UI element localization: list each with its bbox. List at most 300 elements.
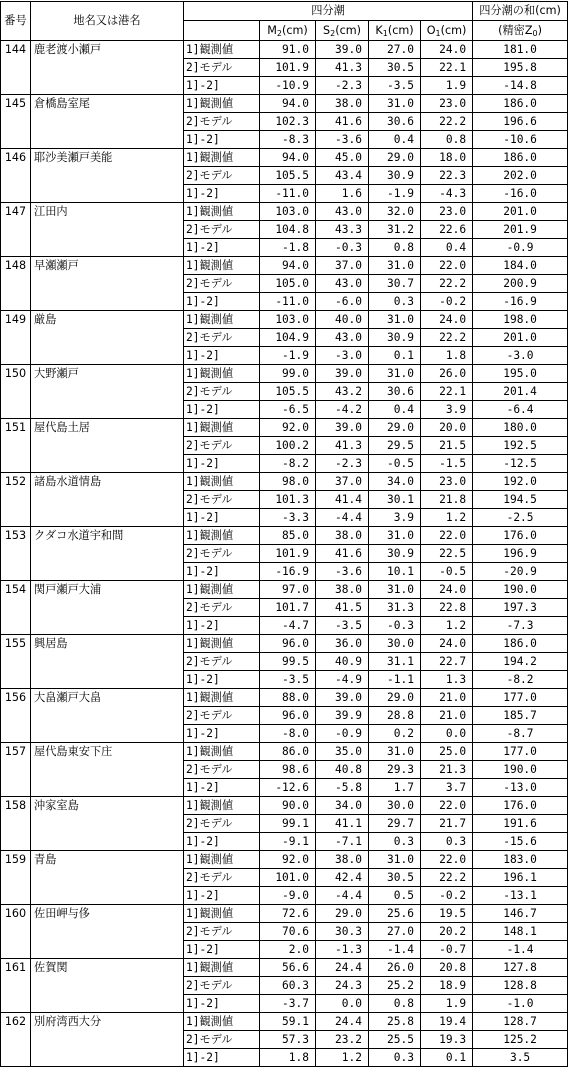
- k1-value: 30.5: [369, 59, 421, 77]
- s2-value: -4.9: [316, 671, 369, 689]
- k1-value: 31.2: [369, 221, 421, 239]
- m2-value: 86.0: [260, 743, 316, 761]
- station-name: 関戸瀬戸大浦: [31, 581, 184, 635]
- o1-value: 24.0: [421, 635, 473, 653]
- sum-value: -12.5: [473, 455, 568, 473]
- s2-value: 24.4: [316, 959, 369, 977]
- s2-value: 1.2: [316, 1049, 369, 1067]
- m2-value: 101.9: [260, 59, 316, 77]
- row-label: 1]観測値: [184, 905, 260, 923]
- k1-value: 1.7: [369, 779, 421, 797]
- o1-value: -0.2: [421, 293, 473, 311]
- o1-value: -1.5: [421, 455, 473, 473]
- o1-value: 24.0: [421, 311, 473, 329]
- s2-value: -7.1: [316, 833, 369, 851]
- m2-value: -4.7: [260, 617, 316, 635]
- row-label: 2]モデル: [184, 383, 260, 401]
- k1-value: 30.9: [369, 329, 421, 347]
- m2-value: 99.5: [260, 653, 316, 671]
- s2-value: -0.9: [316, 725, 369, 743]
- k1-value: 3.9: [369, 509, 421, 527]
- sum-value: -8.2: [473, 671, 568, 689]
- sum-value: 3.5: [473, 1049, 568, 1067]
- k1-value: 25.8: [369, 1013, 421, 1031]
- k1-value: 29.3: [369, 761, 421, 779]
- table-row: [1, 527, 568, 545]
- sum-value: -0.9: [473, 239, 568, 257]
- row-label: 1]観測値: [184, 959, 260, 977]
- k1-value: -0.5: [369, 455, 421, 473]
- sum-value: -10.6: [473, 131, 568, 149]
- row-label: 1]観測値: [184, 95, 260, 113]
- m2-value: -3.3: [260, 509, 316, 527]
- o1-value: 0.3: [421, 833, 473, 851]
- station-no: 151: [1, 419, 31, 473]
- o1-value: 22.7: [421, 653, 473, 671]
- station-name: 佐賀関: [31, 959, 184, 1013]
- s2-value: 39.0: [316, 41, 369, 59]
- s2-value: 38.0: [316, 527, 369, 545]
- s2-value: 43.0: [316, 275, 369, 293]
- row-label: 2]モデル: [184, 437, 260, 455]
- o1-value: 21.0: [421, 689, 473, 707]
- row-label: 2]モデル: [184, 329, 260, 347]
- k1-value: 31.0: [369, 365, 421, 383]
- sum-value: 128.7: [473, 1013, 568, 1031]
- sum-value: -16.9: [473, 293, 568, 311]
- m2-value: 101.3: [260, 491, 316, 509]
- row-label: 1]-2]: [184, 455, 260, 473]
- sum-value: 128.8: [473, 977, 568, 995]
- o1-value: 22.5: [421, 545, 473, 563]
- s2-value: 42.4: [316, 869, 369, 887]
- o1-value: 21.0: [421, 707, 473, 725]
- m2-value: 104.8: [260, 221, 316, 239]
- row-label: 2]モデル: [184, 545, 260, 563]
- station-no: 149: [1, 311, 31, 365]
- s2-value: 40.0: [316, 311, 369, 329]
- station-name: 佐田岬与侈: [31, 905, 184, 959]
- o1-value: -4.3: [421, 185, 473, 203]
- row-label: 1]-2]: [184, 1049, 260, 1067]
- k1-value: 30.0: [369, 797, 421, 815]
- row-label: 2]モデル: [184, 221, 260, 239]
- m2-value: 94.0: [260, 257, 316, 275]
- k1-value: 0.4: [369, 131, 421, 149]
- header-no: 番号: [1, 2, 31, 41]
- table-row: [1, 41, 568, 59]
- row-label: 2]モデル: [184, 923, 260, 941]
- sum-value: -13.0: [473, 779, 568, 797]
- s2-value: 23.2: [316, 1031, 369, 1049]
- station-name: 青島: [31, 851, 184, 905]
- station-name: 厳島: [31, 311, 184, 365]
- station-no: 158: [1, 797, 31, 851]
- m2-value: -11.0: [260, 185, 316, 203]
- k1-value: 0.3: [369, 293, 421, 311]
- k1-value: -1.1: [369, 671, 421, 689]
- station-no: 156: [1, 689, 31, 743]
- o1-value: 1.2: [421, 509, 473, 527]
- k1-value: 0.8: [369, 239, 421, 257]
- table-row: [1, 797, 568, 815]
- o1-value: 19.5: [421, 905, 473, 923]
- s2-value: 41.5: [316, 599, 369, 617]
- header-place: 地名又は港名: [31, 2, 184, 41]
- m2-value: -8.2: [260, 455, 316, 473]
- table-row: [1, 851, 568, 869]
- o1-value: 1.9: [421, 77, 473, 95]
- station-name: 大野瀬戸: [31, 365, 184, 419]
- s2-value: -5.8: [316, 779, 369, 797]
- m2-value: 94.0: [260, 95, 316, 113]
- sum-value: 190.0: [473, 581, 568, 599]
- s2-value: 24.4: [316, 1013, 369, 1031]
- row-label: 1]-2]: [184, 617, 260, 635]
- o1-value: 22.1: [421, 59, 473, 77]
- s2-value: -0.3: [316, 239, 369, 257]
- m2-value: 101.7: [260, 599, 316, 617]
- station-name: 諸島水道情島: [31, 473, 184, 527]
- m2-value: -9.1: [260, 833, 316, 851]
- k1-value: 31.0: [369, 851, 421, 869]
- k1-value: 0.1: [369, 347, 421, 365]
- m2-value: 100.2: [260, 437, 316, 455]
- sum-value: -15.6: [473, 833, 568, 851]
- row-label: 1]-2]: [184, 293, 260, 311]
- s2-value: 40.9: [316, 653, 369, 671]
- k1-value: 34.0: [369, 473, 421, 491]
- k1-value: 0.4: [369, 401, 421, 419]
- s2-value: -1.3: [316, 941, 369, 959]
- station-name: 屋代島土居: [31, 419, 184, 473]
- sum-value: 192.0: [473, 473, 568, 491]
- s2-value: 24.3: [316, 977, 369, 995]
- row-label: 2]モデル: [184, 167, 260, 185]
- m2-value: 91.0: [260, 41, 316, 59]
- o1-value: 25.0: [421, 743, 473, 761]
- sum-value: 202.0: [473, 167, 568, 185]
- row-label: 1]観測値: [184, 365, 260, 383]
- o1-value: 23.0: [421, 95, 473, 113]
- o1-value: 21.8: [421, 491, 473, 509]
- s2-value: 38.0: [316, 581, 369, 599]
- o1-value: 23.0: [421, 203, 473, 221]
- sum-value: 201.0: [473, 329, 568, 347]
- m2-value: 104.9: [260, 329, 316, 347]
- sum-value: 186.0: [473, 635, 568, 653]
- m2-value: 96.0: [260, 635, 316, 653]
- k1-value: 10.1: [369, 563, 421, 581]
- row-label: 1]-2]: [184, 239, 260, 257]
- sum-value: 201.0: [473, 203, 568, 221]
- station-name: 耶沙美瀬戸美能: [31, 149, 184, 203]
- m2-value: -12.6: [260, 779, 316, 797]
- s2-value: 41.3: [316, 437, 369, 455]
- sum-value: 200.9: [473, 275, 568, 293]
- k1-value: 31.3: [369, 599, 421, 617]
- station-name: 屋代島東安下庄: [31, 743, 184, 797]
- sum-value: -7.3: [473, 617, 568, 635]
- station-no: 150: [1, 365, 31, 419]
- m2-value: 94.0: [260, 149, 316, 167]
- k1-value: 31.0: [369, 311, 421, 329]
- table-row: [1, 473, 568, 491]
- row-label: 1]観測値: [184, 1013, 260, 1031]
- station-name: クダコ水道宇和間: [31, 527, 184, 581]
- sum-value: 186.0: [473, 149, 568, 167]
- sum-value: 197.3: [473, 599, 568, 617]
- sum-value: 127.8: [473, 959, 568, 977]
- m2-value: 59.1: [260, 1013, 316, 1031]
- header-s2: $S_2(cm)$: [316, 21, 369, 41]
- row-label: 1]-2]: [184, 347, 260, 365]
- k1-value: 32.0: [369, 203, 421, 221]
- row-label: 1]観測値: [184, 41, 260, 59]
- k1-value: 0.3: [369, 1049, 421, 1067]
- row-label: 1]観測値: [184, 851, 260, 869]
- s2-value: 43.2: [316, 383, 369, 401]
- m2-value: 102.3: [260, 113, 316, 131]
- s2-value: 35.0: [316, 743, 369, 761]
- o1-value: 19.4: [421, 1013, 473, 1031]
- table-row: [1, 1013, 568, 1031]
- k1-value: 31.0: [369, 581, 421, 599]
- sum-value: 148.1: [473, 923, 568, 941]
- m2-value: -11.0: [260, 293, 316, 311]
- k1-value: 25.5: [369, 1031, 421, 1049]
- s2-value: -4.4: [316, 887, 369, 905]
- station-name: 早瀬瀬戸: [31, 257, 184, 311]
- k1-value: 28.8: [369, 707, 421, 725]
- row-label: 1]観測値: [184, 473, 260, 491]
- row-label: 1]観測値: [184, 257, 260, 275]
- table-row: [1, 257, 568, 275]
- row-label: 2]モデル: [184, 59, 260, 77]
- m2-value: 57.3: [260, 1031, 316, 1049]
- row-label: 1]観測値: [184, 311, 260, 329]
- s2-value: 37.0: [316, 257, 369, 275]
- o1-value: 1.9: [421, 995, 473, 1013]
- s2-value: -6.0: [316, 293, 369, 311]
- station-name: 倉橋島室尾: [31, 95, 184, 149]
- o1-value: 22.8: [421, 599, 473, 617]
- s2-value: 39.9: [316, 707, 369, 725]
- row-label: 2]モデル: [184, 491, 260, 509]
- s2-value: -4.2: [316, 401, 369, 419]
- o1-value: 20.0: [421, 419, 473, 437]
- m2-value: 98.0: [260, 473, 316, 491]
- sum-value: -14.8: [473, 77, 568, 95]
- table-row: [1, 689, 568, 707]
- row-label: 1]-2]: [184, 401, 260, 419]
- s2-value: 29.0: [316, 905, 369, 923]
- row-label: 1]観測値: [184, 743, 260, 761]
- s2-value: 30.3: [316, 923, 369, 941]
- header-four-tides: 四分潮: [184, 2, 473, 21]
- header-m2: $M_2(cm)$: [260, 21, 316, 41]
- o1-value: -0.7: [421, 941, 473, 959]
- k1-value: 31.0: [369, 257, 421, 275]
- sum-value: -20.9: [473, 563, 568, 581]
- k1-value: 30.6: [369, 383, 421, 401]
- station-no: 161: [1, 959, 31, 1013]
- row-label: 2]モデル: [184, 869, 260, 887]
- s2-value: 40.8: [316, 761, 369, 779]
- s2-value: 37.0: [316, 473, 369, 491]
- o1-value: 21.7: [421, 815, 473, 833]
- station-no: 148: [1, 257, 31, 311]
- table-row: [1, 581, 568, 599]
- m2-value: -8.3: [260, 131, 316, 149]
- row-label: 2]モデル: [184, 275, 260, 293]
- s2-value: 41.3: [316, 59, 369, 77]
- row-label: 1]観測値: [184, 203, 260, 221]
- table-row: [1, 959, 568, 977]
- m2-value: -1.8: [260, 239, 316, 257]
- m2-value: 56.6: [260, 959, 316, 977]
- s2-value: 43.0: [316, 329, 369, 347]
- k1-value: 27.0: [369, 923, 421, 941]
- row-label: 1]-2]: [184, 887, 260, 905]
- o1-value: 0.8: [421, 131, 473, 149]
- sum-value: 191.6: [473, 815, 568, 833]
- s2-value: 39.0: [316, 419, 369, 437]
- sum-value: 186.0: [473, 95, 568, 113]
- s2-value: 41.1: [316, 815, 369, 833]
- station-no: 145: [1, 95, 31, 149]
- table-row: [1, 365, 568, 383]
- row-label: 1]-2]: [184, 563, 260, 581]
- k1-value: 0.3: [369, 833, 421, 851]
- sum-value: 195.8: [473, 59, 568, 77]
- station-no: 144: [1, 41, 31, 95]
- header-sum-sub: (精密$Z_0$): [473, 21, 568, 41]
- sum-value: -13.1: [473, 887, 568, 905]
- m2-value: -9.0: [260, 887, 316, 905]
- m2-value: 2.0: [260, 941, 316, 959]
- s2-value: 0.0: [316, 995, 369, 1013]
- station-name: 江田内: [31, 203, 184, 257]
- s2-value: 43.3: [316, 221, 369, 239]
- sum-value: 185.7: [473, 707, 568, 725]
- o1-value: 22.2: [421, 869, 473, 887]
- station-no: 160: [1, 905, 31, 959]
- sum-value: 183.0: [473, 851, 568, 869]
- row-label: 1]-2]: [184, 509, 260, 527]
- sum-value: 196.6: [473, 113, 568, 131]
- o1-value: 22.0: [421, 257, 473, 275]
- m2-value: 92.0: [260, 851, 316, 869]
- o1-value: 22.2: [421, 113, 473, 131]
- o1-value: 22.1: [421, 383, 473, 401]
- station-name: 沖家室島: [31, 797, 184, 851]
- table-row: [1, 905, 568, 923]
- o1-value: 22.2: [421, 275, 473, 293]
- sum-value: -1.0: [473, 995, 568, 1013]
- s2-value: 36.0: [316, 635, 369, 653]
- o1-value: 22.0: [421, 527, 473, 545]
- o1-value: 24.0: [421, 581, 473, 599]
- k1-value: 27.0: [369, 41, 421, 59]
- k1-value: 30.9: [369, 167, 421, 185]
- m2-value: 105.5: [260, 167, 316, 185]
- sum-value: 184.0: [473, 257, 568, 275]
- station-no: 154: [1, 581, 31, 635]
- m2-value: 88.0: [260, 689, 316, 707]
- sum-value: 196.9: [473, 545, 568, 563]
- k1-value: 29.7: [369, 815, 421, 833]
- sum-value: 201.9: [473, 221, 568, 239]
- sum-value: 146.7: [473, 905, 568, 923]
- station-name: 別府湾西大分: [31, 1013, 184, 1067]
- table-row: [1, 743, 568, 761]
- s2-value: -3.0: [316, 347, 369, 365]
- k1-value: -1.4: [369, 941, 421, 959]
- m2-value: 105.5: [260, 383, 316, 401]
- sum-value: 177.0: [473, 689, 568, 707]
- station-name: 鹿老渡小瀬戸: [31, 41, 184, 95]
- table-body: [1, 41, 568, 1067]
- header-k1: $K_1(cm)$: [369, 21, 421, 41]
- k1-value: 30.7: [369, 275, 421, 293]
- s2-value: -3.5: [316, 617, 369, 635]
- s2-value: 38.0: [316, 95, 369, 113]
- k1-value: 29.5: [369, 437, 421, 455]
- s2-value: 1.6: [316, 185, 369, 203]
- sum-value: 181.0: [473, 41, 568, 59]
- k1-value: -3.5: [369, 77, 421, 95]
- sum-value: -8.7: [473, 725, 568, 743]
- o1-value: 18.9: [421, 977, 473, 995]
- sum-value: 180.0: [473, 419, 568, 437]
- o1-value: 1.2: [421, 617, 473, 635]
- sum-value: 125.2: [473, 1031, 568, 1049]
- o1-value: 20.2: [421, 923, 473, 941]
- station-name: 大畠瀬戸大畠: [31, 689, 184, 743]
- o1-value: 22.0: [421, 851, 473, 869]
- row-label: 1]観測値: [184, 149, 260, 167]
- s2-value: 45.0: [316, 149, 369, 167]
- sum-value: -3.0: [473, 347, 568, 365]
- o1-value: 22.0: [421, 797, 473, 815]
- sum-value: -2.5: [473, 509, 568, 527]
- sum-value: 190.0: [473, 761, 568, 779]
- s2-value: 41.6: [316, 113, 369, 131]
- table-row: [1, 635, 568, 653]
- m2-value: 85.0: [260, 527, 316, 545]
- s2-value: 41.6: [316, 545, 369, 563]
- table-row: [1, 311, 568, 329]
- row-label: 1]-2]: [184, 995, 260, 1013]
- s2-value: -4.4: [316, 509, 369, 527]
- o1-value: 21.3: [421, 761, 473, 779]
- o1-value: 22.2: [421, 329, 473, 347]
- row-label: 1]観測値: [184, 797, 260, 815]
- table-row: [1, 203, 568, 221]
- station-no: 157: [1, 743, 31, 797]
- row-label: 1]観測値: [184, 419, 260, 437]
- sum-value: -16.0: [473, 185, 568, 203]
- m2-value: 1.8: [260, 1049, 316, 1067]
- s2-value: 34.0: [316, 797, 369, 815]
- sum-value: -1.4: [473, 941, 568, 959]
- sum-value: 198.0: [473, 311, 568, 329]
- row-label: 1]-2]: [184, 941, 260, 959]
- m2-value: -16.9: [260, 563, 316, 581]
- k1-value: 30.1: [369, 491, 421, 509]
- sum-value: 194.2: [473, 653, 568, 671]
